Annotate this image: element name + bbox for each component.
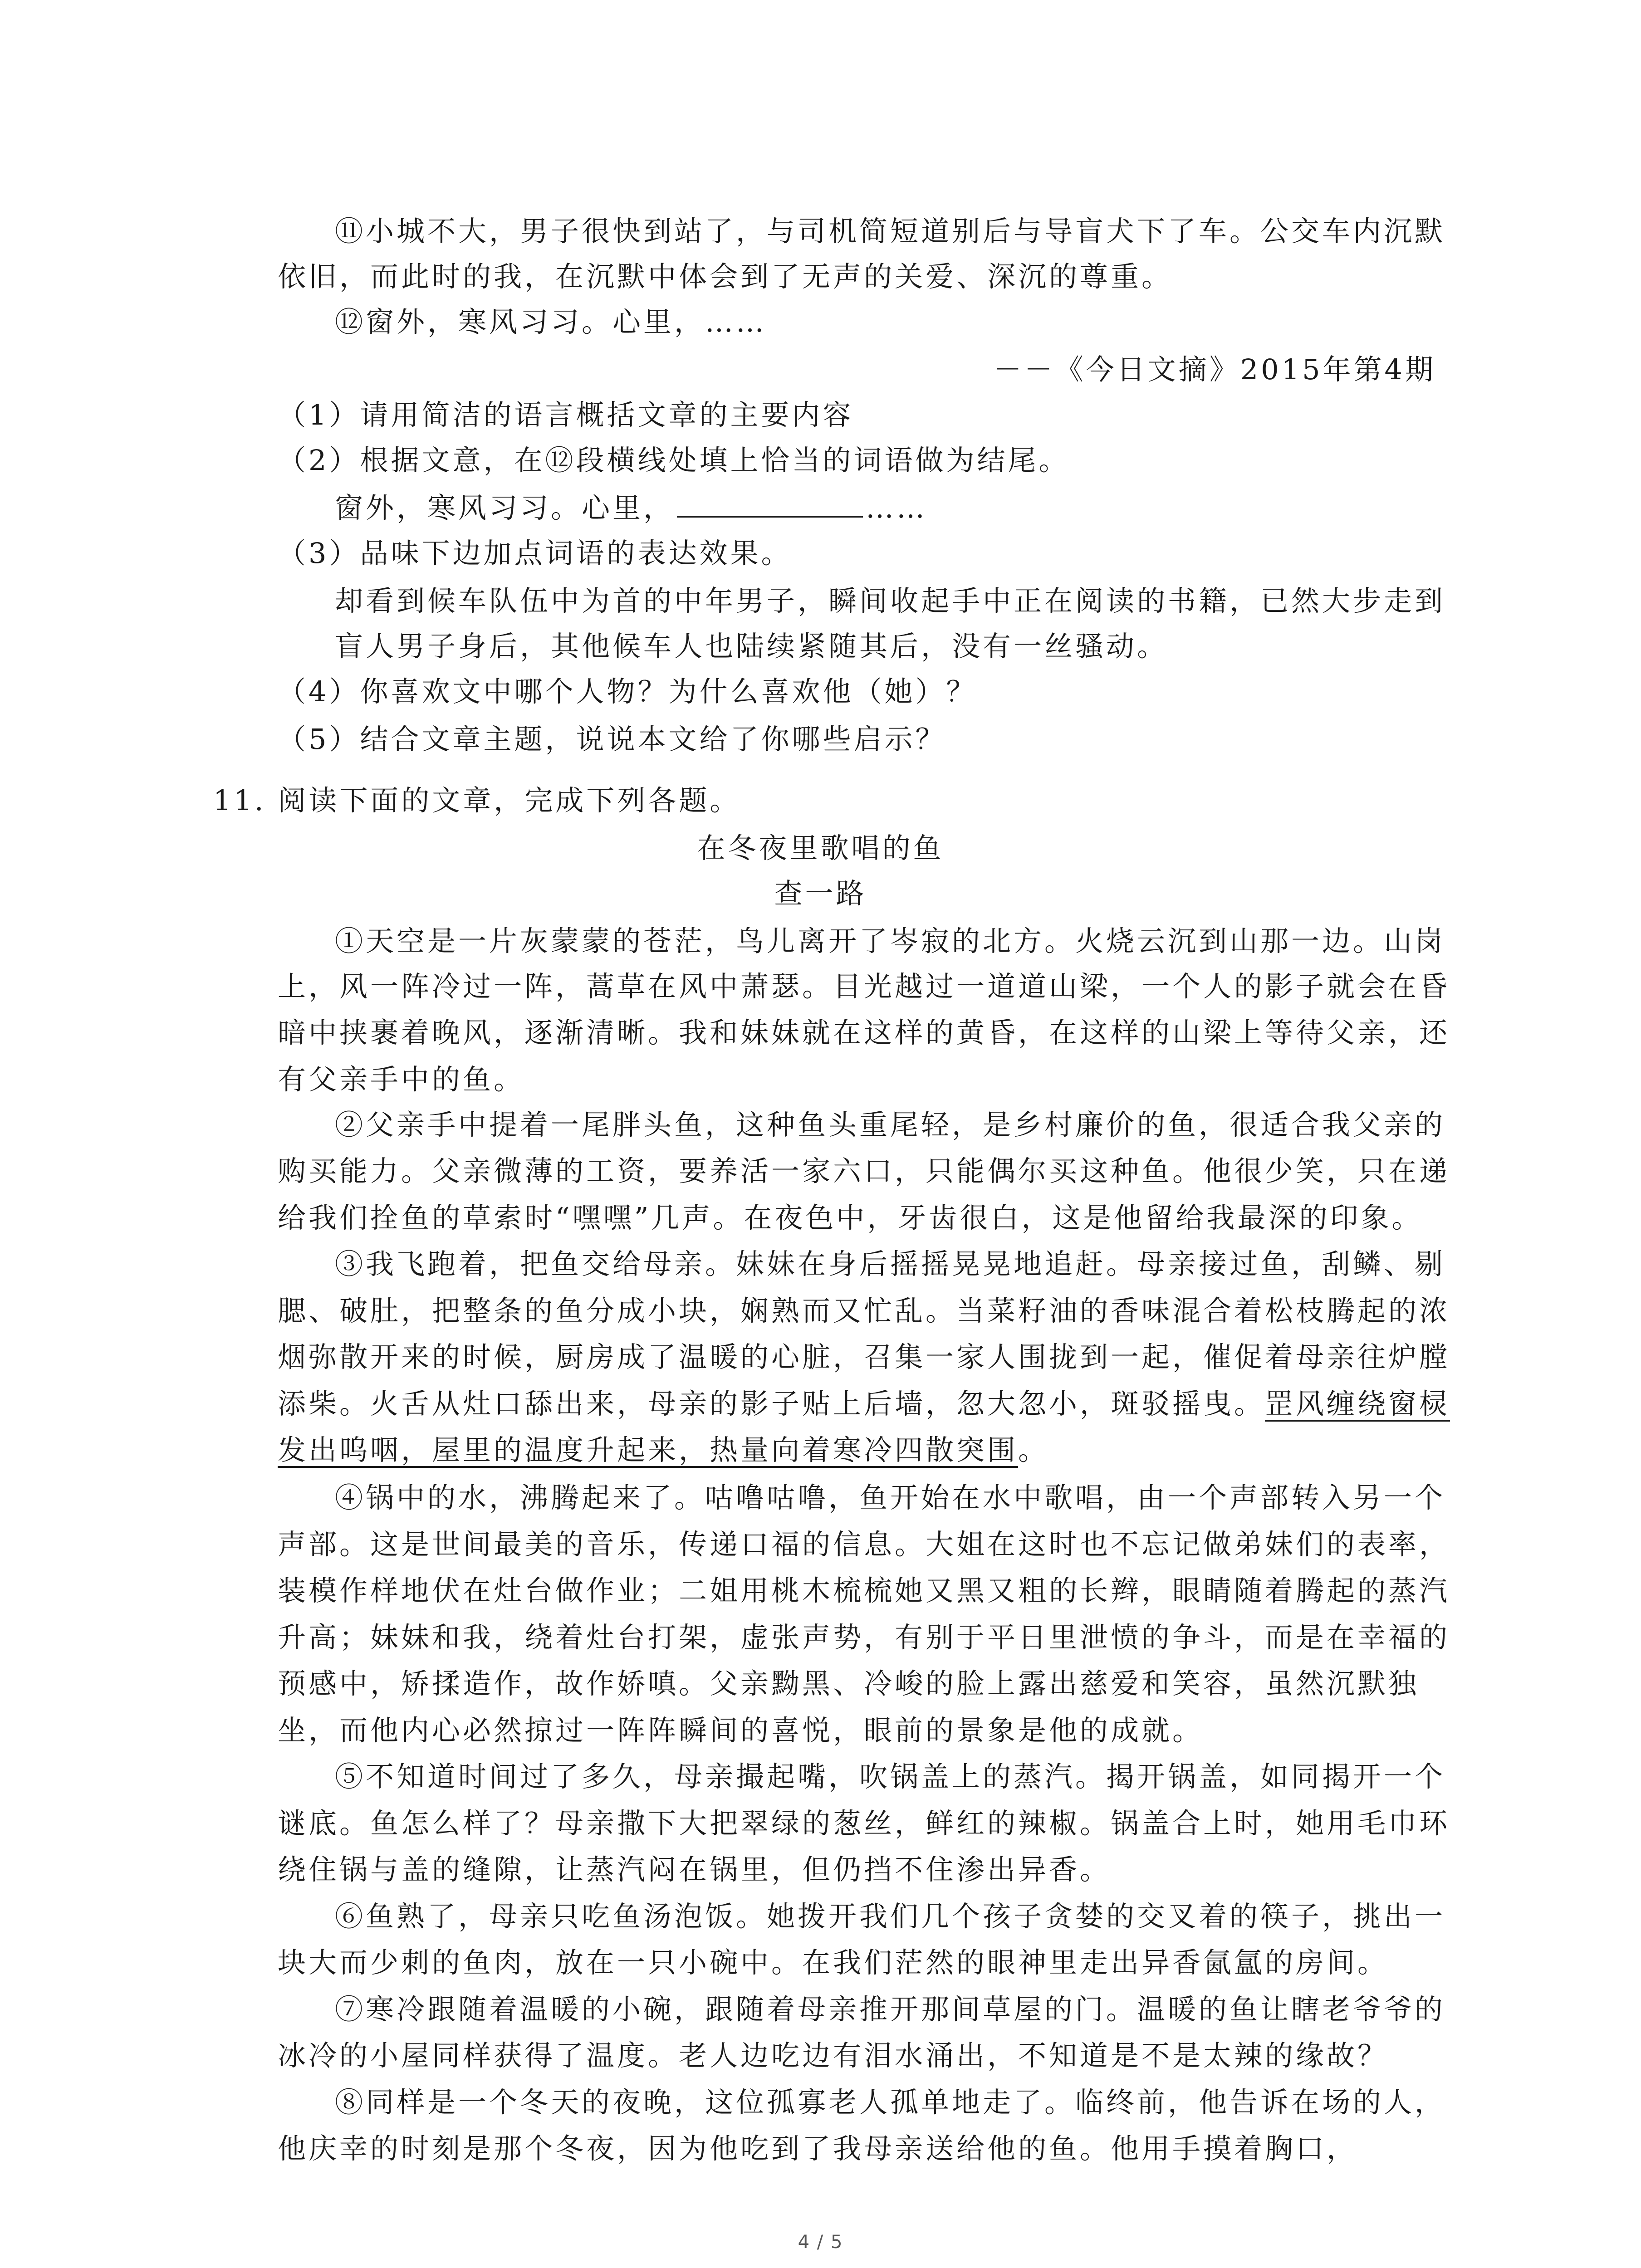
article-p1-line-1: ①天空是一片灰蒙蒙的苍茫，鸟儿离开了岑寂的北方。火烧云沉到山那一边。山岗 <box>335 924 1446 958</box>
article-p8-line-2: 他庆幸的时刻是那个冬夜，因为他吃到了我母亲送给他的鱼。他用手摸着胸口， <box>278 2132 1358 2165</box>
article-p1-line-4: 有父亲手中的鱼。 <box>278 1063 525 1096</box>
article-p2-line-2: 购买能力。父亲微薄的工资，要养活一家六口，只能偶尔买这种鱼。他很少笑，只在递 <box>278 1154 1450 1188</box>
question-3-quote-line-2: 盲人男子身后，其他候车人也陆续紧随其后，没有一丝骚动。 <box>335 630 1168 663</box>
fill-prefix: 窗外，寒风习习。心里， <box>335 491 675 524</box>
article-p1-line-2: 上，风一阵冷过一阵，蒿草在风中萧瑟。目光越过一道道山梁，一个人的影子就会在昏 <box>278 970 1450 1003</box>
fill-suffix: …… <box>866 491 928 524</box>
underlined-sentence-part-2: 发出呜咽，屋里的温度升起来，热量向着寒冷四散突围 <box>278 1433 1019 1466</box>
source-citation: －－《今日文摘》2015年第4期 <box>993 353 1436 386</box>
article-author: 查一路 <box>774 877 867 910</box>
article-p4-line-2: 声部。这是世间最美的音乐，传递口福的信息。大姐在这时也不忘记做弟妹们的表率， <box>278 1528 1450 1561</box>
article-p7-line-2: 冰冷的小屋同样获得了温度。老人边吃边有泪水涌出，不知道是不是太辣的缘故？ <box>278 2039 1389 2072</box>
question-3-quote-line-1: 却看到候车队伍中为首的中年男子，瞬间收起手中正在阅读的书籍，已然大步走到 <box>335 584 1446 617</box>
article-p4-line-6: 坐，而他内心必然掠过一阵阵瞬间的喜悦，眼前的景象是他的成就。 <box>278 1714 1204 1747</box>
paragraph-11-line-2: 依旧，而此时的我，在沉默中体会到了无声的关爱、深沉的尊重。 <box>278 260 1173 293</box>
question-5: （5）结合文章主题，说说本文给了你哪些启示？ <box>278 723 946 756</box>
article-p2-line-3: 给我们拴鱼的草索时“嘿嘿”几声。在夜色中，牙齿很白，这是他留给我最深的印象。 <box>278 1201 1423 1234</box>
article-p3-line-5 <box>278 1430 1049 1471</box>
question-3: （3）品味下边加点词语的表达效果。 <box>278 537 792 570</box>
question-11-prompt: 11. 阅读下面的文章，完成下列各题。 <box>213 784 741 817</box>
article-p4-line-5: 预感中，矫揉造作，故作娇嗔。父亲黝黑、冷峻的脸上露出慈爱和笑容，虽然沉默独 <box>278 1667 1420 1700</box>
article-p4-line-1: ④锅中的水，沸腾起来了。咕噜咕噜，鱼开始在水中歌唱，由一个声部转入另一个 <box>335 1481 1446 1514</box>
underlined-sentence-part-1: 罡风缠绕窗棂 <box>1265 1387 1450 1420</box>
article-p5-line-3: 绕住锅与盖的缝隙，让蒸汽闷在锅里，但仍挡不住渗出异香。 <box>278 1853 1111 1886</box>
answer-blank[interactable] <box>677 488 863 518</box>
paragraph-11-line-1: ⑪小城不大，男子很快到站了，与司机简短道别后与导盲犬下了车。公交车内沉默 <box>335 215 1446 248</box>
article-p4-line-4: 升高；妹妹和我，绕着灶台打架，虚张声势，有别于平日里泄愤的争斗，而是在幸福的 <box>278 1621 1450 1654</box>
article-p3-line-1: ③我飞跑着，把鱼交给母亲。妹妹在身后摇摇晃晃地追赶。母亲接过鱼，刮鳞、剔 <box>335 1247 1446 1281</box>
article-p5-line-2: 谜底。鱼怎么样了？母亲撒下大把翠绿的葱丝，鲜红的辣椒。锅盖合上时，她用毛巾环 <box>278 1807 1450 1840</box>
article-title: 在冬夜里歌唱的鱼 <box>697 831 944 865</box>
article-p8-line-1: ⑧同样是一个冬天的夜晚，这位孤寡老人孤单地走了。临终前，他告诉在场的人， <box>335 2086 1446 2119</box>
question-2: （2）根据文意，在⑫段横线处填上恰当的词语做为结尾。 <box>278 444 1070 477</box>
article-p3-line-4 <box>278 1383 1450 1424</box>
article-p7-line-1: ⑦寒冷跟随着温暖的小碗，跟随着母亲推开那间草屋的门。温暖的鱼让瞎老爷爷的 <box>335 1993 1446 2026</box>
question-4: （4）你喜欢文中哪个人物？为什么喜欢他（她）？ <box>278 675 977 708</box>
p3-line-4-text: 添柴。火舌从灶口舔出来，母亲的影子贴上后墙，忽大忽小，斑驳摇曳。 <box>278 1387 1265 1420</box>
article-p2-line-1: ②父亲手中提着一尾胖头鱼，这种鱼头重尾轻，是乡村廉价的鱼，很适合我父亲的 <box>335 1108 1446 1141</box>
question-1: （1）请用简洁的语言概括文章的主要内容 <box>278 398 854 431</box>
article-p3-line-2: 腮、破肚，把整条的鱼分成小块，娴熟而又忙乱。当菜籽油的香味混合着松枝腾起的浓 <box>278 1294 1450 1327</box>
article-p3-line-3: 烟弥散开来的时候，厨房成了温暖的心脏，召集一家人围拢到一起，催促着母亲往炉膛 <box>278 1340 1450 1374</box>
paragraph-12: ⑫窗外，寒风习习。心里，…… <box>335 305 767 338</box>
page-number: 4 / 5 <box>798 2232 843 2253</box>
p3-line-5-end: 。 <box>1018 1433 1049 1466</box>
question-2-fill-line <box>335 488 927 528</box>
article-p4-line-3: 装模作样地伏在灶台做作业；二姐用桃木梳梳她又黑又粗的长辫，眼睛随着腾起的蒸汽 <box>278 1574 1450 1607</box>
article-p6-line-2: 块大而少刺的鱼肉，放在一只小碗中。在我们茫然的眼神里走出异香氤氲的房间。 <box>278 1946 1389 1979</box>
article-p5-line-1: ⑤不知道时间过了多久，母亲撮起嘴，吹锅盖上的蒸汽。揭开锅盖，如同揭开一个 <box>335 1760 1446 1793</box>
article-p6-line-1: ⑥鱼熟了，母亲只吃鱼汤泡饭。她拨开我们几个孩子贪婪的交叉着的筷子，挑出一 <box>335 1900 1446 1933</box>
article-p1-line-3: 暗中挟裹着晚风，逐渐清晰。我和妹妹就在这样的黄昏，在这样的山梁上等待父亲，还 <box>278 1016 1450 1049</box>
